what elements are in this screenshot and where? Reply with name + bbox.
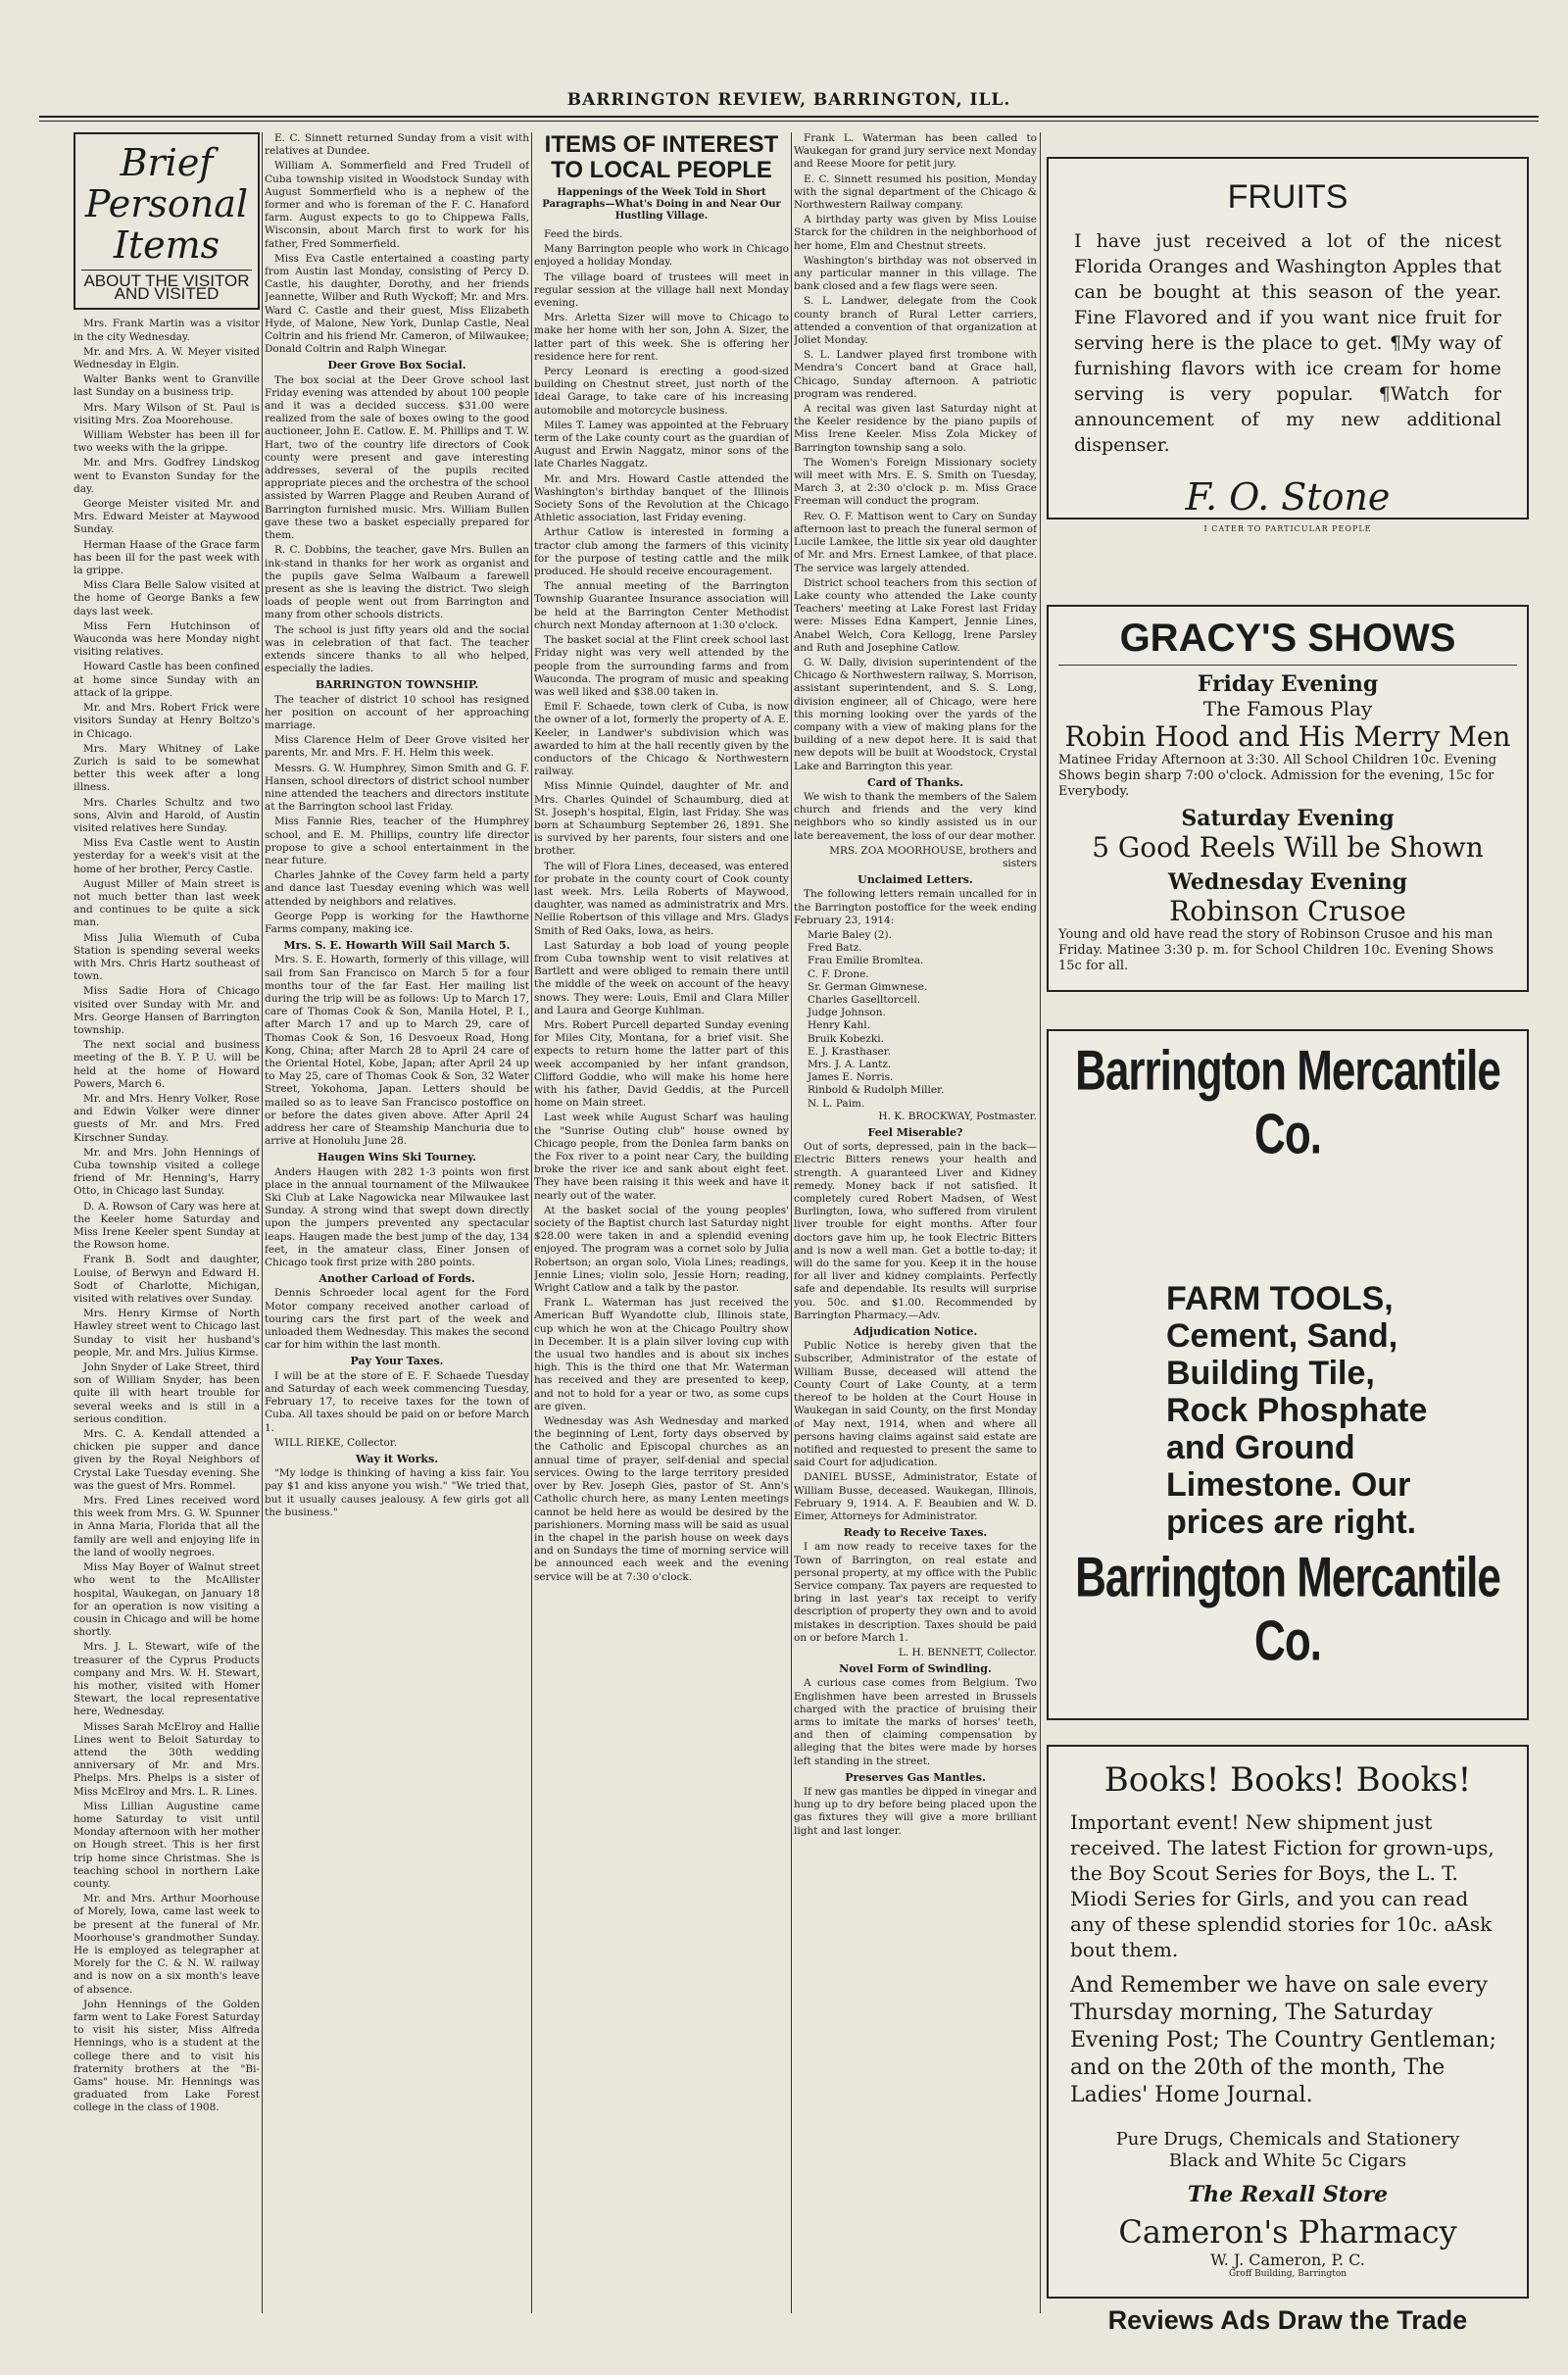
- mercantile-line: Rock Phosphate: [1166, 1392, 1428, 1429]
- items-subtitle: Happenings of the Week Told in Short Paragraphs—What's Doing in and Near Our Hustling Village.: [542, 187, 781, 222]
- drugs-line: Pure Drugs, Chemicals and Stationery: [1115, 2129, 1460, 2150]
- news-paragraph: The village board of trustees will meet in regular session at the village hall next Monday evening.: [534, 271, 789, 310]
- letter-name: Fred Batz.: [808, 942, 862, 955]
- news-paragraph: S. L. Landwer played first trombone with Mendra's Concert band at Grace hall, Chicago, Sunday afternoon. A patriotic program was rendered.: [794, 349, 1037, 400]
- gracy-saturday: Saturday Evening: [1181, 806, 1395, 831]
- news-paragraph: Last week while August Scharf was hauling the "Sunrise Outing club" house owned by Chicago people, from the Donlea farm banks on the Fox river to a point near Cary, the building broke the river ice and sank about eight feet. They have been raising it this week and have it nearly out of the water.: [534, 1112, 789, 1202]
- column-items-of-interest: [534, 132, 789, 2313]
- news-paragraph: The annual meeting of the Barrington Township Guarantee Insurance association will be held at the Barrington Center Methodist church next Monday afternoon at 1:30 o'clock.: [534, 580, 789, 631]
- news-paragraph: Messrs. G. W. Humphrey, Simon Smith and G. F. Hansen, school directors of district school number nine attended the teachers and directors institute at the Barrington school last Friday.: [265, 762, 529, 814]
- gracy-famous: The Famous Play: [1202, 697, 1373, 720]
- news-paragraph: The next social and business meeting of the B. Y. P. U. will be held at the home of Howard Powers, March 6.: [74, 1039, 260, 1090]
- news-paragraph: The teacher of district 10 school has resigned her position on account of her approaching marriage.: [265, 693, 529, 731]
- books-drugs: [1070, 2129, 1505, 2172]
- news-paragraph: Mrs. Henry Kirmse of North Hawley street went to Chicago last Sunday to visit her husband's people, Mr. and Mrs. Julius Kirmse.: [74, 1308, 260, 1359]
- news-paragraph: Frank B. Sodt and daughter, Louise, of Berwyn and Edward H. Sodt of Charlotte, Michigan, visited with relatives over Sunday.: [74, 1254, 260, 1306]
- news-paragraph: Miss Minnie Quindel, daughter of Mr. and Mrs. Charles Quindel of Schaumburg, died at St. Joseph's hospital, Elgin, last Friday. She was born at Schaumburg September 26, 1891. She is survived by her parents, four sisters and one brother.: [534, 780, 789, 858]
- news-paragraph: Miss May Boyer of Walnut street who went to the McAllister hospital, Waukegan, on January 18 for an operation is now visiting a cousin in Chicago and will be home shortly.: [74, 1561, 260, 1639]
- news-paragraph: Miss Eva Castle entertained a coasting party from Austin last Monday, consisting of Percy D. Castle, his daughter, Dorothy, and her friends Jeannette, Wilber and Ruth Wyckoff; Mr. and Mrs. Ward C. Castle and their guest, Miss Elizabeth Hyde, of Malone, New York, Dunlap Castle, Neal Coltrin and his friend Mr. Cameron, of Milwaukee; Donald Coltrin and Ralph Winegar.: [265, 252, 529, 356]
- news-paragraph: Mrs. Mary Wilson of St. Paul is visiting Mrs. Zoa Moorehouse.: [74, 401, 260, 426]
- gracy-wednesday: Wednesday Evening: [1167, 869, 1408, 895]
- gracy-play: Robin Hood and His Merry Men: [1064, 720, 1511, 753]
- news-paragraph: "My lodge is thinking of having a kiss fair. You pay $1 and kiss anyone you wish." "We tried that, but it usually causes jealousy. A few girls got all the business.": [265, 1467, 529, 1518]
- news-paragraph: Charles Jahnke of the Covey farm held a party and dance last Tuesday evening which was well attended by neighbors and relatives.: [265, 869, 529, 908]
- mercantile-footer: [1049, 1547, 1527, 1673]
- news-paragraph: The Women's Foreign Missionary society will meet with Mrs. E. S. Smith on Tuesday, March 3, at 2:30 o'clock p. m. Miss Grace Freeman will conduct the program.: [794, 456, 1037, 508]
- letter-name: E. J. Krasthaser.: [808, 1045, 891, 1058]
- news-paragraph: The school is just fifty years old and the social was in celebration of that fact. The teacher extends sincere thanks to all who helped, especially the ladies.: [265, 623, 529, 675]
- letter-name: C. F. Drone.: [808, 967, 869, 980]
- news-paragraph: Wednesday was Ash Wednesday and marked the beginning of Lent, forty days observed by the Catholic and Episcopal churches as an annual time of prayer, self-denial and special services. Owing to the large territory presided over by Rev. Joseph Gies, pastor of St. Ann's Catholic church here, as many Lenten meetings cannot be held here as would be desired by the parishioners. Morning mass will be said as usual in the chapel in the parish house on week days and on Sundays the time of morning service will be announced each week and the evening service will be at 7:30 o'clock.: [534, 1415, 789, 1583]
- brief-title: Brief Personal Items: [84, 141, 249, 267]
- news-paragraph: District school teachers from this section of Lake county who attended the Lake county Teachers' meeting at Lake Forest last Friday were: Misses Edna Kampert, Jennie Lines, Anabel Welch, Cora Kellogg, Irene Parsley and Ruth and Josephine Catlow.: [794, 576, 1037, 654]
- header-rule-thin: [39, 121, 1539, 122]
- books-text: Important event! New shipment just received. The latest Fiction for grown-ups, the Boy Scout Series for Boys, the L. T. Miodi Series for Girls, and you can read any of these splendid stories for 10c. aAsk bout them.: [1070, 1810, 1494, 1961]
- tax-text: I am now ready to receive taxes for the Town of Barrington, on real estate and personal property, at my office with the Public Service company. Tax payers are requested to bring in last year's tax receipt to verify description of property they own and to avoid mistakes in description. Taxes should be paid on or before March 1.: [794, 1541, 1037, 1644]
- news-paragraph: Mr. and Mrs. A. W. Meyer visited Wednesday in Elgin.: [74, 345, 260, 371]
- news-paragraph: G. W. Dally, division superintendent of the Chicago & Northwestern railway, S. Morrison, assistant superintendent, and S. S. Long, division engineer, all of Chicago, were here this morning looking over the yards of the company with a view of making plans for the building of a new depot here. It is said that new depots will be built at Woodstock, Crystal Lake and Barrington this year.: [794, 656, 1037, 772]
- mercantile-line: Limestone. Our: [1166, 1466, 1411, 1504]
- footer-slogan: Reviews Ads Draw the Trade: [1107, 2305, 1468, 2335]
- news-paragraph: John Hennings of the Golden farm went to Lake Forest Saturday to visit his sister, Miss Alfreda Hennings, who is a student at the college there and to visit his fraternity brothers at the "Bi-Gams" house. Mr. Hennings was graduated from Lake Forest college in the class of 1908.: [74, 1998, 260, 2114]
- items-title-line2: TO LOCAL PEOPLE: [551, 157, 772, 183]
- mantles-text: If new gas mantles be dipped in vinegar and hung up to dry before being placed upon the gas fixtures they will give a more brilliant light and last longer.: [794, 1785, 1037, 1837]
- mercantile-line: FARM TOOLS,: [1166, 1280, 1394, 1317]
- news-paragraph: Miss Sadie Hora of Chicago visited over Sunday with Mr. and Mrs. George Hansen of Barrington township.: [74, 985, 260, 1036]
- books-title: Books! Books! Books!: [1103, 1760, 1472, 1800]
- news-paragraph: George Popp is working for the Hawthorne Farms company, making ice.: [265, 910, 529, 935]
- column-personal-items: [74, 132, 260, 2313]
- news-paragraph: The will of Flora Lines, deceased, was entered for probate in the county court of Cook county last week. Mrs. Leila Roberts of Maywood, daughter, was named as administratrix and Mrs. Nellie Robertson of this village and Mrs. Gladys Smith of Red Oaks, Iowa, as heirs.: [534, 860, 789, 937]
- news-paragraph: A recital was given last Saturday night at the Keeler residence by the piano pupils of Miss Irene Keeler. Miss Zola Mickey of Barrington township sang a solo.: [794, 403, 1037, 454]
- news-paragraph: Dennis Schroeder local agent for the Ford Motor company received another carload of touring cars the first part of the week and unloaded them Wednesday. This makes the second car for him within the last month.: [265, 1287, 529, 1352]
- letters-intro: The following letters remain uncalled for in the Barrington postoffice for the week ending February 23, 1914:: [794, 888, 1037, 926]
- news-paragraph: John Snyder of Lake Street, third son of William Snyder, has been quite ill with heart trouble for several weeks and is still in a serious condition.: [74, 1361, 260, 1425]
- letter-name: Mrs. J. A. Lantz.: [808, 1059, 892, 1071]
- gracy-crusoe: Robinson Crusoe: [1169, 895, 1406, 927]
- news-paragraph: Mrs. C. A. Kendall attended a chicken pie supper and dance given by the Royal Neighbors of Crystal Lake Tuesday evening. She was the guest of Mrs. Rommel.: [74, 1428, 260, 1492]
- pharmacy-name: Cameron's Pharmacy: [1118, 2213, 1457, 2251]
- misery-heading: Feel Miserable?: [867, 1126, 963, 1140]
- news-paragraph: Miss Fern Hutchinson of Wauconda was here Monday night visiting relatives.: [74, 619, 260, 659]
- taxes-heading: Pay Your Taxes.: [350, 1355, 444, 1368]
- thanks-heading: Card of Thanks.: [866, 775, 964, 789]
- news-paragraph: WILL RIEKE, Collector.: [274, 1436, 398, 1449]
- news-paragraph: Mrs. Arletta Sizer will move to Chicago to make her home with her son, John A. Sizer, the latter part of this week. She is offering her residence here for rent.: [534, 312, 789, 363]
- gracy-wed-note: Young and old have read the story of Robinson Crusoe and his man Friday. Matinee 3:30 p. m. for School Children 10c. Evening Shows 15c for all.: [1058, 927, 1494, 973]
- news-paragraph: Mr. and Mrs. Robert Frick were visitors Sunday at Henry Boltzo's in Chicago.: [74, 702, 260, 740]
- news-paragraph: Mrs. J. L. Stewart, wife of the treasurer of the Cyprus Products company and Mrs. W. H. Stewart, his mother, visited with Homer Stewart, the local representative here, Wednesday.: [74, 1641, 260, 1718]
- items-of-interest-title: [534, 132, 789, 183]
- mercantile-title-bottom: Barrington Mercantile Co.: [1075, 1547, 1500, 1673]
- news-paragraph: The box social at the Deer Grove school last Friday evening was attended by about 100 people and it was a decided success. $31.00 were realized from the sale of boxes owing to the good auctioneer, John E. Catlow. E. M. Phillips and T. W. Hart, two of the country life directors of Cook county were present and gave interesting addresses, several of the pupils recited appropriate pieces and the orchestra of the school assisted by Warren Plagge and Reuben Aurand of Barrington furnished music. Mrs. William Bullen gave these two a basket especially prepared for them.: [265, 373, 529, 542]
- mercantile-ad: [1047, 1029, 1529, 1720]
- letter-name: Marie Baley (2).: [808, 928, 892, 941]
- rexall-store-logo: The Rexall Store: [1187, 2182, 1389, 2207]
- news-paragraph: Miss Eva Castle went to Austin yesterday for a week's visit at the home of her brother, Percy Castle.: [74, 837, 260, 875]
- gracy-reels: 5 Good Reels Will be Shown: [1092, 831, 1484, 864]
- news-paragraph: Anders Haugen with 282 1-3 points won first place in the annual tournament of the Milwaukee Ski Club at Lake Nagowicka near Milwaukee last Sunday. A strong wind that swept down directly upon the jumpers prevented any spectacular leaps. Haugen made the best jump of the day, 134 feet, in the amateur class, Einer Jonsen of Chicago took first prize with 280 points.: [265, 1165, 529, 1269]
- letter-name: N. L. Paim.: [808, 1097, 865, 1110]
- news-paragraph: George Meister visited Mr. and Mrs. Edward Meister at Maywood Sunday.: [74, 498, 260, 536]
- news-paragraph: R. C. Dobbins, the teacher, gave Mrs. Bullen an ink-stand in thanks for her work as organist and the pupils gave Selma Walbaum a farewell present as she is leaving the district. Two sleigh loads of people went out from Barrington and many from other schools districts.: [265, 544, 529, 621]
- thanks-text: We wish to thank the members of the Salem church and friends and the very kind neighbors who so kindly assisted us in our late bereavement, the loss of our dear mother.: [794, 790, 1037, 842]
- news-paragraph: S. L. Landwer, delegate from the Cook county branch of Rural Letter carriers, attended a convention of that organization at Joliet Monday.: [794, 295, 1037, 347]
- mercantile-body: [1166, 1280, 1517, 1541]
- adjudication-heading: Adjudication Notice.: [853, 1325, 978, 1339]
- news-paragraph: Herman Haase of the Grace farm has been ill for the past week with la grippe.: [74, 538, 260, 577]
- news-paragraph: Many Barrington people who work in Chicago enjoyed a holiday Monday.: [534, 243, 789, 269]
- news-paragraph: At the basket social of the young peoples' society of the Baptist church last Saturday night $28.00 were taken in and a splendid evening enjoyed. The program was a cornet solo by Julia Robertson; an organ solo, Viola Lines; readings, Jennie Lines; violin solo, Jessie Horn; reading, Wright Catlow and a talk by the pastor.: [534, 1204, 789, 1295]
- gracy-friday: Friday Evening: [1197, 671, 1379, 697]
- gracys-shows-ad: [1047, 605, 1529, 992]
- news-paragraph: E. C. Sinnett returned Sunday from a visit with relatives at Dundee.: [265, 132, 529, 158]
- fruits-signature: F. O. Stone: [1185, 475, 1391, 519]
- news-paragraph: Mr. and Mrs. Henry Volker, Rose and Edwin Volker were dinner guests of Mr. and Mrs. Fred Kirschner Sunday.: [74, 1092, 260, 1144]
- page-header: BARRINGTON REVIEW, BARRINGTON, ILL.: [566, 90, 1011, 110]
- news-paragraph: Miss Clarence Helm of Deer Grove visited her parents, Mr. and Mrs. F. H. Helm this week.: [265, 734, 529, 760]
- cigars-line: Black and White 5c Cigars: [1168, 2151, 1407, 2171]
- gracy-title: GRACY'S SHOWS: [1058, 617, 1517, 666]
- items-title-line1: ITEMS OF INTEREST: [544, 132, 779, 158]
- news-paragraph: A birthday party was given by Miss Louise Starck for the children in the neighborhood of her home, Elm and Chestnut streets.: [794, 214, 1037, 252]
- tax-signature: L. H. BENNETT, Collector.: [898, 1646, 1037, 1658]
- news-paragraph: I will be at the store of E. F. Schaede Tuesday and Saturday of each week commencing Tuesday, February 17, to receive taxes for the town of Cuba. All taxes should be paid on or before March 1.: [265, 1369, 529, 1434]
- letter-name: Henry Kahl.: [808, 1019, 870, 1032]
- news-paragraph: Last Saturday a bob load of young people from Cuba township went to visit relatives at Bartlett and were obliged to remain there until the middle of the week on account of the heavy snows. They were: Louis, Emil and Clara Miller and Laura and George Kuhlman.: [534, 939, 789, 1016]
- fruits-title: FRUITS: [1227, 178, 1348, 216]
- news-paragraph: Mr. and Mrs. Arthur Moorhouse of Morely, Iowa, came last week to be present at the funeral of Mr. Moorhouse's grandmother Sunday. He is employed as telegrapher at Morely for the C. & N. W. railway and is now on a six month's leave of absence.: [74, 1893, 260, 1996]
- mercantile-line: prices are right.: [1166, 1504, 1417, 1541]
- news-paragraph: The basket social at the Flint creek school last Friday night was very well attended by the people from the surrounding farms and from Wauconda. The program of music and speaking was well liked and $38.00 taken in.: [534, 634, 789, 698]
- header-rule: [39, 116, 1539, 118]
- letter-name: Charles Gaselltorcell.: [808, 994, 921, 1006]
- fords-heading: Another Carload of Fords.: [318, 1272, 475, 1286]
- news-paragraph: Walter Banks went to Granville last Sunday on a business trip.: [74, 373, 260, 399]
- way-heading: Way it Works.: [355, 1452, 439, 1465]
- ski-heading: Haugen Wins Ski Tourney.: [318, 1151, 476, 1164]
- news-paragraph: Miss Lillian Augustine came home Saturday to visit until Monday afternoon with her mother on Hough street. This is her first trip home since Christmas. She is teaching school in northern Lake county.: [74, 1800, 260, 1890]
- news-paragraph: Mr. and Mrs. John Hennings of Cuba township visited a college friend of Mr. Henning's, Harry Otto, in Chicago last Sunday.: [74, 1146, 260, 1198]
- news-paragraph: August Miller of Main street is not much better than last week and continues to be quite a sick man.: [74, 877, 260, 929]
- letters-heading: Unclaimed Letters.: [858, 873, 973, 887]
- news-paragraph: Arthur Catlow is interested in forming a tractor club among the farmers of this vicinity for the purpose of testing cattle and the milk produced. He should receive encouragement.: [534, 526, 789, 578]
- township-heading: BARRINGTON TOWNSHIP.: [315, 678, 479, 692]
- gracy-friday-note: Matinee Friday Afternoon at 3:30. All School Children 10c. Evening Shows begin sharp 7:00 o'clock. Admission for the evening, 15c for Everybody.: [1058, 753, 1497, 799]
- letter-name: James E. Norris.: [808, 1071, 894, 1084]
- news-paragraph: Miss Fannie Ries, teacher of the Humphrey school, and E. M. Phillips, country life director propose to give a school entertainment in the near future.: [265, 816, 529, 866]
- misery-text: Out of sorts, depressed, pain in the back—Electric Bitters renews your health and strength. A guaranteed Liver and Kidney remedy. Money back if not satisfied. It completely cured Robert Madsen, of West Burlington, Iowa, who suffered from virulent liver trouble for eight months. After four doctors gave him up, he took Electric Bitters and is now a well man. Get a bottle to-day; it will do the same for you. Keep it in the house for all liver and kidney complaints. Perfectly safe and dependable. Its results will surprise you. 50c. and $1.00. Recommended by Barrington Pharmacy.—Adv.: [794, 1141, 1037, 1321]
- news-paragraph: Percy Leonard is erecting a good-sized building on Chestnut street, just north of the Ideal Garage, to take care of his increasing automobile and motorcycle business.: [534, 366, 789, 417]
- mantles-heading: Preserves Gas Mantles.: [845, 1770, 986, 1784]
- news-paragraph: Rev. O. F. Mattison went to Cary on Sunday afternoon last to preach the funeral sermon of Lucile Lamkee, the little six year old daughter of Mr. and Mrs. Ernest Lamkee, of that place. The service was largely attended.: [794, 510, 1037, 574]
- tax-heading: Ready to Receive Taxes.: [843, 1526, 988, 1540]
- brief-items-masthead: [74, 132, 260, 310]
- pharmacy-owner: W. J. Cameron, P. C.: [1210, 2251, 1365, 2269]
- news-paragraph: Washington's birthday was not observed in any particular manner in this village. The bank closed and a few flags were seen.: [794, 254, 1037, 293]
- adjudication-text: Public Notice is hereby given that the Subscriber, Administrator of the estate of William Busse, deceased will attend the County Court of Lake County, at a term thereof to be holden at the Court House in Waukegan in said County, on the first Monday of May next, 1914, when and where all persons having claims against said estate are notified and requested to present the same to said Court for adjudication.: [794, 1340, 1037, 1469]
- news-paragraph: Mrs. Charles Schultz and two sons, Alvin and Harold, of Austin visited relatives here Sunday.: [74, 796, 260, 834]
- news-paragraph: Feed the birds.: [544, 228, 623, 240]
- news-paragraph: Mr. and Mrs. Howard Castle attended the Washington's birthday banquet of the Illinois Society Sons of the Revolution at the Chicago Athletic association, last Friday evening.: [534, 472, 789, 524]
- news-paragraph: Mr. and Mrs. Godfrey Lindskog went to Evanston Sunday for the day.: [74, 457, 260, 495]
- column-divider: [791, 132, 792, 2313]
- letter-name: Frau Emilie Bromltea.: [808, 955, 924, 967]
- brief-subtitle: ABOUT THE VISITOR AND VISITED: [81, 270, 252, 300]
- letters-signature: H. K. BROCKWAY, Postmaster.: [878, 1110, 1037, 1122]
- fruits-tagline: I CATER TO PARTICULAR PEOPLE: [1203, 524, 1372, 533]
- swindle-heading: Novel Form of Swindling.: [839, 1662, 992, 1676]
- fruits-body: I have just received a lot of the nicest Florida Oranges and Washington Apples that can be bought at this season of the year. Fine Flavored and if you want nice fruit for serving here is the place to get. ¶My way of furnishing flavors with ice cream for home serving is very popular. ¶Watch for announcement of my new additional dispenser.: [1074, 230, 1501, 456]
- news-paragraph: Howard Castle has been confined at home since Sunday with an attack of la grippe.: [74, 661, 260, 699]
- mercantile-line: and Ground: [1166, 1429, 1355, 1466]
- column-divider: [531, 132, 532, 2313]
- thanks-signature: MRS. ZOA MOORHOUSE, brothers and sisters: [829, 844, 1037, 869]
- news-paragraph: William A. Sommerfield and Fred Trudell of Cuba township visited in Woodstock Sunday with August Sommerfield who is a nephew of the former and who is foreman of the F. C. Hanaford farm. August expects to go to Chippewa Falls, Wisconsin, about March first to work for his father, Fred Sommerfield.: [265, 160, 529, 250]
- news-paragraph: Misses Sarah McElroy and Hallie Lines went to Beloit Saturday to attend the 30th wedding anniversary of Mr. and Mrs. Phelps. Mrs. Phelps is a sister of Miss McElroy and Mrs. L. R. Lines.: [74, 1720, 260, 1798]
- column-divider: [1040, 132, 1041, 2313]
- news-paragraph: D. A. Rowson of Cary was here at the Keeler home Saturday and Miss Irene Keeler spent Sunday at the Rowson home.: [74, 1200, 260, 1252]
- column-local-news: [265, 132, 529, 2313]
- news-paragraph: Mrs. Frank Martin was a visitor in the city Wednesday.: [74, 318, 260, 343]
- deer-grove-heading: Deer Grove Box Social.: [327, 359, 466, 372]
- mercantile-line: Building Tile,: [1166, 1355, 1375, 1392]
- letter-name: Judge Johnson.: [808, 1007, 886, 1019]
- fruits-ad: [1047, 157, 1529, 533]
- books-ad: [1047, 1745, 1529, 2299]
- adjudication-signature: DANIEL BUSSE, Administrator, Estate of William Busse, deceased. Waukegan, Illinois, February 9, 1914. A. F. Beaubien and W. D. Eimer, Attorneys for Administrator.: [794, 1471, 1037, 1522]
- news-paragraph: Mrs. S. E. Howarth, formerly of this village, will sail from San Francisco on March 5 for a four months tour of the far East. Her mailing list during the trip will be as follows: Up to March 17, care of Thomas Cook & Son, Manila Hotel, P. I., after March 17 and up to March 29, care of Thomas Cook & Son, 16 Desvoeux Road, Hong Kong, China; after March 28 to April 24 care of the Oriental Hotel, Kobe, Japan; after April 24 up to May 25, care of Thomas Cook & Son, 32 Water Street, Yokohoma, Japan. Letters should be mailed so as to leave San Francisco postoffice on or before the dates given above. After April 24 address her care of Steamship Manchuria due to arrive at Honolulu June 28.: [265, 954, 529, 1148]
- news-paragraph: Mrs. Mary Whitney of Lake Zurich is said to be somewhat better this week after a long illness.: [74, 742, 260, 794]
- mercantile-line: Cement, Sand,: [1166, 1317, 1398, 1355]
- howarth-heading: Mrs. S. E. Howarth Will Sail March 5.: [283, 939, 511, 953]
- letter-name: Rinbold & Rudolph Miller.: [808, 1084, 945, 1097]
- pharmacy-building: Groff Building, Barrington: [1228, 2269, 1348, 2279]
- swindle-text: A curious case comes from Belgium. Two Englishmen have been arrested in Brussels charged with the practice of bruising their arms to imitate the marks of horses' teeth, and then of claiming compensation by alleging that the bites were made by horses left standing in the street.: [794, 1677, 1037, 1767]
- news-paragraph: Miss Clara Belle Salow visited at the home of George Banks a few days last week.: [74, 579, 260, 618]
- letter-name: Sr. German Gimwnese.: [808, 980, 928, 993]
- column-notices: [794, 132, 1037, 2313]
- news-paragraph: E. C. Sinnett resumed his position, Monday with the signal department of the Chicago & Northwestern Railway company.: [794, 173, 1037, 212]
- letter-name: Bruik Kobezki.: [808, 1032, 884, 1045]
- news-paragraph: Mrs. Robert Purcell departed Sunday evening for Miles City, Montana, for a brief visit. She expects to return home the latter part of this week accompanied by her infant grandson, Clifford Goddie, who will make his home here with his father, David Geddis, at the Purcell home on Main street.: [534, 1018, 789, 1110]
- books-remember: And Remember we have on sale every Thursday morning, The Saturday Evening Post; The Country Gentleman; and on the 20th of the month, The Ladies' Home Journal.: [1070, 1973, 1496, 2107]
- column-divider: [262, 132, 263, 2313]
- col1-body: [74, 318, 260, 2114]
- news-paragraph: Frank L. Waterman has just received the American Buff Wyandotte club, Illinois state, cup which he won at the Chicago Poultry show in December. It is a plain silver loving cup with the usual two handles and is about six inches high. This is the third one that Mr. Waterman has received and they are presented to keep, and not to hold for a year or two, as some cups are given.: [534, 1297, 789, 1412]
- news-paragraph: Emil F. Schaede, town clerk of Cuba, is now the owner of a lot, formerly the property of A. E. Keeler, in Landwer's subdivision which was awarded to him at the hall recently given by the conductors of the Chicago & Northwestern railway.: [534, 701, 789, 778]
- news-paragraph: Miles T. Lamey was appointed at the February term of the Lake county court as the guardian of August and Erwin Naggatz, minor sons of the late Charles Naggatz.: [534, 419, 789, 470]
- news-paragraph: Miss Julia Wiemuth of Cuba Station is spending several weeks with Mrs. Chris Hartz southeast of town.: [74, 931, 260, 983]
- mercantile-title: Barrington Mercantile Co.: [1075, 1040, 1500, 1166]
- news-paragraph: Frank L. Waterman has been called to Waukegan for grand jury service next Monday and Reese Moore for petit jury.: [794, 132, 1037, 171]
- news-paragraph: William Webster has been ill for two weeks with the la grippe.: [74, 429, 260, 455]
- news-paragraph: Mrs. Fred Lines received word this week from Mrs. G. W. Spunner in Anna Maria, Florida that all the family are well and enjoying life in the land of woolly negroes.: [74, 1495, 260, 1559]
